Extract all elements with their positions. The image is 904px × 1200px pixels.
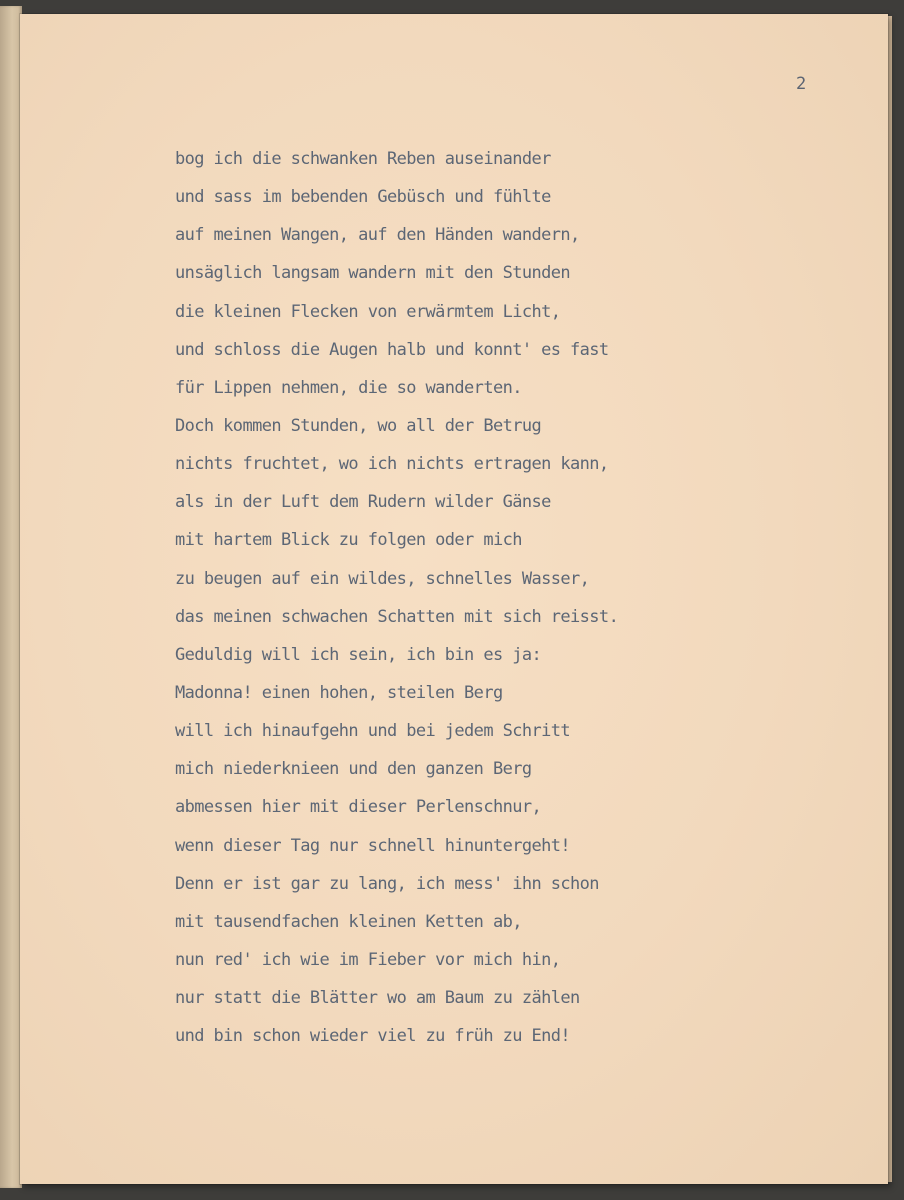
text-line: nun red' ich wie im Fieber vor mich hin, (175, 949, 561, 970)
text-line: die kleinen Flecken von erwärmtem Licht, (175, 301, 561, 322)
page-number: 2 (796, 74, 807, 94)
text-line: bog ich die schwanken Reben auseinander (175, 149, 551, 169)
text-line: will ich hinaufgehn und bei jedem Schritt (175, 721, 571, 742)
text-line: und schloss die Augen halb und konnt' es fast (175, 339, 609, 360)
text-line: unsäglich langsam wandern mit den Stunden (175, 263, 571, 284)
text-line: mit hartem Blick zu folgen oder mich (175, 530, 522, 551)
text-line: Doch kommen Stunden, wo all der Betrug (175, 415, 542, 436)
text-line: Geduldig will ich sein, ich bin es ja: (175, 644, 542, 665)
text-line: nur statt die Blätter wo am Baum zu zählen (175, 988, 580, 1009)
text-line: zu beugen auf ein wildes, schnelles Wasser, (175, 568, 590, 589)
text-line: als in der Luft dem Rudern wilder Gänse (175, 492, 551, 513)
text-line: nichts fruchtet, wo ich nichts ertragen kann, (175, 454, 609, 475)
poem-text (175, 140, 855, 1055)
text-line: wenn dieser Tag nur schnell hinuntergeht! (175, 835, 571, 856)
text-line: Madonna! einen hohen, steilen Berg (175, 682, 503, 703)
text-line: und bin schon wieder viel zu früh zu End! (175, 1026, 571, 1047)
text-line: Denn er ist gar zu lang, ich mess' ihn schon (175, 873, 599, 894)
text-line: das meinen schwachen Schatten mit sich reisst. (175, 606, 619, 627)
text-line: mit tausendfachen kleinen Ketten ab, (175, 911, 522, 932)
text-line: und sass im bebenden Gebüsch und fühlte (175, 187, 551, 208)
text-line: mich niederknieen und den ganzen Berg (175, 759, 532, 780)
text-line: für Lippen nehmen, die so wanderten. (175, 377, 522, 398)
binding-edge (0, 6, 22, 1188)
text-line: auf meinen Wangen, auf den Händen wandern, (175, 225, 580, 246)
text-line: abmessen hier mit dieser Perlenschnur, (175, 797, 542, 818)
